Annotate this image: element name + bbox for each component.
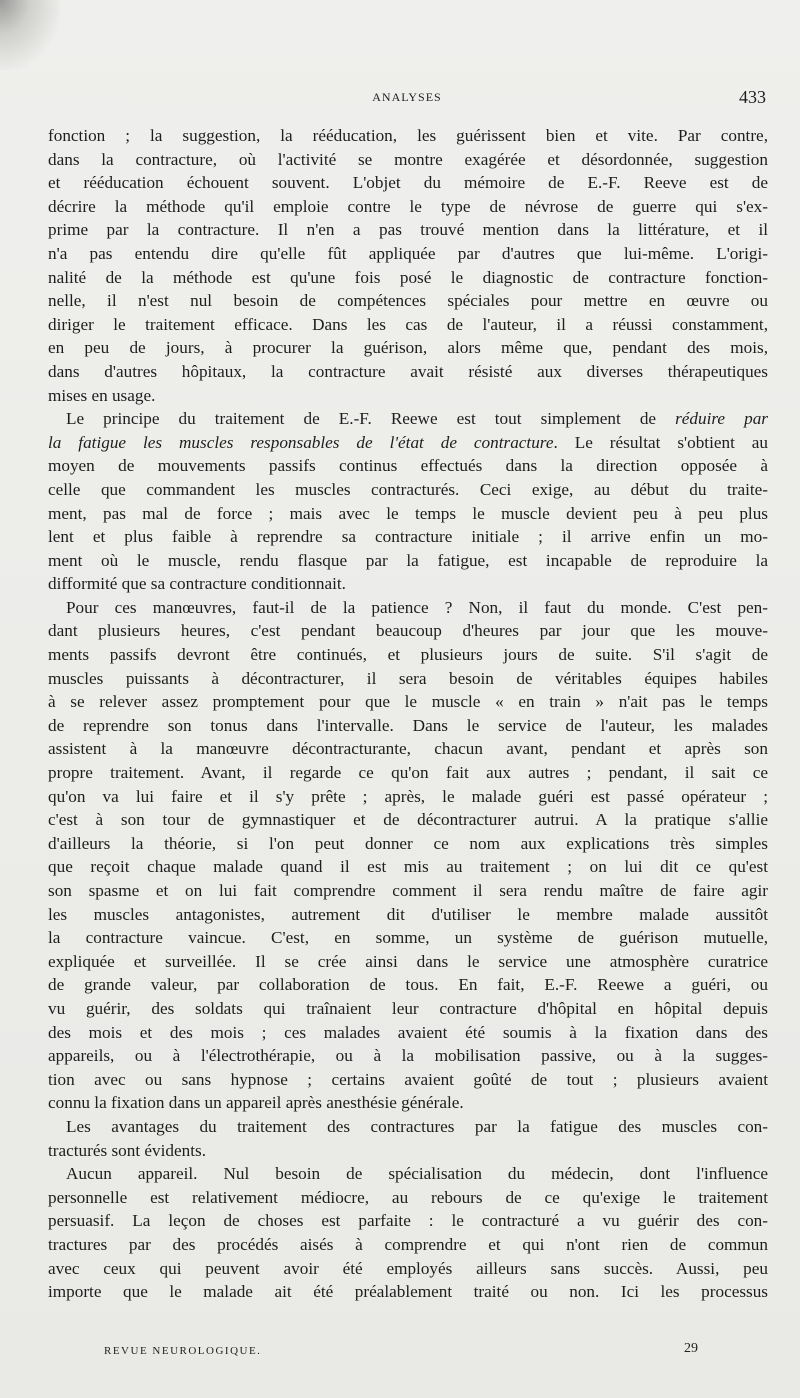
- text-line: [48, 1021, 768, 1045]
- text-segment: Les avantages du traitement des contractures par la fatigue des muscles con-: [66, 1116, 768, 1136]
- text-line: [48, 336, 768, 360]
- text-segment: moyen de mouvements passifs continus effectués dans la direction opposée à: [48, 456, 768, 476]
- text-line: [48, 761, 768, 785]
- text-segment: les muscles antagonistes, autrement dit d'utiliser le membre malade aussitôt: [48, 904, 768, 924]
- text-line: [48, 950, 768, 974]
- text-segment: c'est à son tour de gymnastiquer et de décontracturer autrui. A la pratique s'allie: [48, 810, 768, 830]
- section-title: ANALYSES: [372, 90, 442, 104]
- text-line: [48, 596, 768, 620]
- article-body: [48, 124, 768, 1304]
- text-line: [48, 360, 768, 384]
- text-line: [48, 1162, 768, 1186]
- text-segment: tracturés sont évidents.: [48, 1140, 206, 1160]
- text-line: [48, 785, 768, 809]
- text-line: [48, 171, 768, 195]
- text-line: [48, 903, 768, 927]
- text-line: [48, 148, 768, 172]
- text-segment: ments passifs devront être continués, et plusieurs jours de suite. S'il s'agit de: [48, 645, 768, 665]
- text-line: [48, 195, 768, 219]
- text-segment: et rééducation échouent souvent. L'objet du mémoire de E.-F. Reeve est de: [48, 173, 768, 193]
- text-line: [48, 1068, 768, 1092]
- text-line: [48, 407, 768, 431]
- text-line: [48, 619, 768, 643]
- text-segment: connu la fixation dans un appareil après anesthésie générale.: [48, 1093, 464, 1113]
- journal-name: REVUE NEUROLOGIQUE.: [104, 1345, 262, 1357]
- text-segment: que reçoit chaque malade quand il est mis au traitement ; on lui dit ce qu'est: [48, 857, 768, 877]
- text-segment: en peu de jours, à procurer la guérison, alors même que, pendant des mois,: [48, 338, 768, 358]
- text-segment: tion avec ou sans hypnose ; certains avaient goûté de tout ; plusieurs avaient: [48, 1069, 768, 1089]
- text-segment: qu'on va lui faire et il s'y prête ; après, le malade guéri est passé opérateur ;: [48, 786, 768, 806]
- text-line: [48, 973, 768, 997]
- text-line: [48, 478, 768, 502]
- text-line: [48, 124, 768, 148]
- text-segment: celle que commandent les muscles contracturés. Ceci exige, au début du traite-: [48, 479, 768, 499]
- text-line: [48, 1044, 768, 1068]
- text-segment: propre traitement. Avant, il regarde ce qu'on fait aux autres ; pendant, il sait ce: [48, 763, 768, 783]
- text-line: [48, 926, 768, 950]
- text-segment: à se relever assez promptement pour que le muscle « en train » n'ait pas le temps: [48, 692, 768, 712]
- text-segment: n'a pas entendu dire qu'elle fût appliquée par d'autres que lui-même. L'origi-: [48, 243, 768, 263]
- text-segment: assistent à la manœuvre décontracturante, chacun avant, pendant et après son: [48, 739, 768, 759]
- text-line: [48, 431, 768, 455]
- text-segment: dans la contracture, où l'activité se montre exagérée et désordonnée, suggestion: [48, 149, 768, 169]
- text-line: [48, 1280, 768, 1304]
- text-segment: prime par la contracture. Il n'en a pas trouvé mention dans la littérature, et il: [48, 220, 768, 240]
- text-line: [48, 525, 768, 549]
- text-segment: appareils, ou à l'électrothérapie, ou à la mobilisation passive, ou à la sugges-: [48, 1046, 768, 1066]
- text-line: [48, 879, 768, 903]
- text-line: [48, 1115, 768, 1139]
- text-segment: vu guérir, des soldats qui traînaient leur contracture d'hôpital en hôpital depuis: [48, 998, 768, 1018]
- text-segment: nalité de la méthode est qu'une fois posé le diagnostic de contracture fonction-: [48, 267, 768, 287]
- text-line: [48, 384, 768, 408]
- text-line: [48, 832, 768, 856]
- text-segment: fonction ; la suggestion, la rééducation, les guérissent bien et vite. Par contre,: [48, 126, 768, 145]
- text-line: [48, 1257, 768, 1281]
- text-segment: décrire la méthode qu'il emploie contre le type de névrose de guerre qui s'ex-: [48, 196, 768, 216]
- text-segment: d'ailleurs la théorie, si l'on peut donner ce nom aux explications très simples: [48, 833, 768, 853]
- text-segment: diriger le traitement efficace. Dans les cas de l'auteur, il a réussi constamment,: [48, 314, 768, 334]
- text-segment: expliquée et surveillée. Il se crée ainsi dans le service une atmosphère curatrice: [48, 951, 768, 971]
- italic-text: la fatigue les muscles responsables de l'état de contracture: [48, 432, 554, 452]
- italic-text: réduire par: [675, 409, 768, 429]
- text-segment: Le principe du traitement de E.-F. Reewe est tout simplement de: [66, 409, 676, 429]
- text-segment: Pour ces manœuvres, faut-il de la patience ? Non, il faut du monde. C'est pen-: [66, 597, 768, 617]
- text-segment: ment où le muscle, rendu flasque par la fatigue, est incapable de reproduire la: [48, 550, 768, 570]
- text-segment: la contracture vaincue. C'est, en somme, un système de guérison mutuelle,: [48, 928, 768, 948]
- text-line: [48, 737, 768, 761]
- text-line: [48, 218, 768, 242]
- text-line: [48, 1139, 768, 1163]
- text-line: [48, 1233, 768, 1257]
- text-segment: . Le résultat s'obtient au: [553, 432, 769, 452]
- text-segment: des mois et des mois ; ces malades avaient été soumis à la fixation dans des: [48, 1022, 768, 1042]
- text-segment: importe que le malade ait été préalablement traité ou non. Ici les processus: [48, 1282, 768, 1302]
- text-segment: persuasif. La leçon de choses est parfaite : le contracturé a vu guérir des con-: [48, 1211, 768, 1231]
- text-line: [48, 1091, 768, 1115]
- text-line: [48, 1209, 768, 1233]
- page-number: 433: [739, 87, 766, 107]
- text-line: [48, 1186, 768, 1210]
- text-line: [48, 572, 768, 596]
- text-segment: personnelle est relativement médiocre, au rebours de ce qu'exige le traitement: [48, 1187, 768, 1207]
- text-line: [48, 454, 768, 478]
- text-line: [48, 242, 768, 266]
- text-segment: nelle, il n'est nul besoin de compétences spéciales pour mettre en œuvre ou: [48, 291, 768, 311]
- text-segment: lent et plus faible à reprendre sa contracture initiale ; il arrive enfin un mo-: [48, 527, 768, 547]
- page-corner-shadow: [0, 0, 60, 70]
- text-line: [48, 266, 768, 290]
- text-line: [48, 808, 768, 832]
- text-line: [48, 855, 768, 879]
- text-line: [48, 549, 768, 573]
- signature-mark: 29: [684, 1341, 698, 1356]
- text-line: [48, 643, 768, 667]
- running-header: [46, 87, 768, 110]
- text-segment: son spasme et on lui fait comprendre comment il sera rendu maître de faire agir: [48, 881, 768, 900]
- text-segment: Aucun appareil. Nul besoin de spécialisation du médecin, dont l'influence: [66, 1164, 768, 1184]
- text-segment: difformité que sa contracture conditionnait.: [48, 574, 346, 594]
- text-segment: avec ceux qui peuvent avoir été employés ailleurs sans succès. Aussi, peu: [48, 1258, 768, 1278]
- text-segment: ment, pas mal de force ; mais avec le temps le muscle devient peu à peu plus: [48, 503, 768, 523]
- text-segment: muscles puissants à décontracturer, il sera besoin de véritables équipes habiles: [48, 668, 768, 688]
- text-line: [48, 690, 768, 714]
- text-line: [48, 714, 768, 738]
- text-segment: tractures par des procédés aisés à comprendre et qui n'ont rien de commun: [48, 1234, 768, 1254]
- text-line: [48, 313, 768, 337]
- text-segment: de reprendre son tonus dans l'intervalle. Dans le service de l'auteur, les malades: [48, 715, 768, 735]
- text-line: [48, 289, 768, 313]
- text-line: [48, 502, 768, 526]
- text-segment: dans d'autres hôpitaux, la contracture avait résisté aux diverses thérapeutiques: [48, 361, 768, 381]
- text-segment: de grande valeur, par collaboration de tous. En fait, E.-F. Reewe a guéri, ou: [48, 975, 768, 995]
- text-line: [48, 667, 768, 691]
- page-footer: [104, 1341, 698, 1367]
- text-line: [48, 997, 768, 1021]
- text-segment: dant plusieurs heures, c'est pendant beaucoup d'heures par jour que les mouve-: [48, 621, 768, 641]
- text-segment: mises en usage.: [48, 385, 156, 405]
